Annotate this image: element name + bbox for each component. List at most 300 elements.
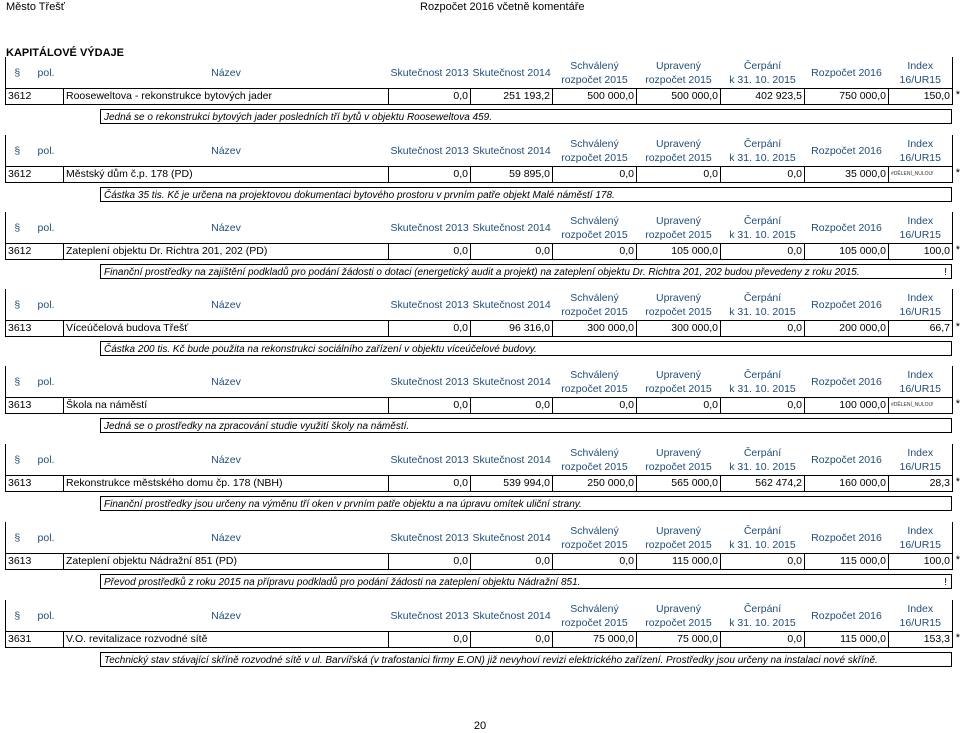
spent-value: 0,0 [721,554,805,570]
col-actual-2013-header-text: Skutečnost 2013 [390,375,469,388]
col-adjusted-header-text: Upravený [656,59,701,72]
col-section-header-text: § [14,144,21,157]
actual-2013-value: 0,0 [389,89,471,105]
col-budget-2016-header [805,57,889,89]
item-comment [100,418,952,433]
budget-table [5,366,953,414]
col-adjusted-header [637,57,721,89]
col-approved-header-text-2: rozpočet 2015 [561,382,628,395]
col-actual-2013-header [389,135,471,167]
col-index-header-text: Index [907,368,934,381]
budget-2016-value: 105 000,0 [805,244,889,260]
budget-item-block [5,366,960,432]
col-spent-header-text-2: k 31. 10. 2015 [729,228,796,241]
item-name: Rekonstrukce městského domu čp. 178 (NBH) [64,476,389,492]
budget-2016-value: 115 000,0 [805,554,889,570]
col-index-header [889,600,953,632]
table-row [6,398,953,414]
col-adjusted-header [637,212,721,244]
col-adjusted-header-text: Upravený [656,368,701,381]
table-row [6,554,953,570]
spent-value: 0,0 [721,167,805,183]
actual-2013-value: 0,0 [389,476,471,492]
adjusted-value: 105 000,0 [637,244,721,260]
row-marker: * [955,554,960,566]
col-section-header [6,522,29,554]
item-comment [100,187,952,202]
col-budget-2016-header-text: Rozpočet 2016 [811,531,882,544]
col-pol-header-text: pol. [37,66,55,79]
col-actual-2013-header-text: Skutečnost 2013 [390,144,469,157]
budget-table [5,600,953,648]
budget-item-block [5,289,960,355]
item-comment-text: Jedná se o prostředky na zpracování studie využití školy na náměstí. [104,421,410,432]
col-pol-header-text: pol. [37,221,55,234]
budget-item-block [5,600,960,666]
actual-2013-value: 0,0 [389,554,471,570]
col-spent-header-text: Čerpání [743,524,782,537]
col-section-header-text: § [14,298,21,311]
budget-2016-value: 200 000,0 [805,321,889,337]
item-name: Škola na náměstí [64,398,389,414]
adjusted-value: 300 000,0 [637,321,721,337]
row-marker: * [955,476,960,488]
col-budget-2016-header-text: Rozpočet 2016 [811,298,882,311]
col-name-header-text: Název [211,298,241,311]
row-marker: * [955,321,960,333]
col-section-header [6,212,29,244]
col-index-header [889,366,953,398]
col-section-header-text: § [14,609,21,622]
col-actual-2014-header-text: Skutečnost 2014 [472,453,551,466]
pol-code: 3612 [6,89,64,105]
index-value: #DĚLENÍ_NULOU! [889,167,953,183]
col-approved-header-text-2: rozpočet 2015 [561,73,628,86]
adjusted-value: 115 000,0 [637,554,721,570]
col-approved-header [553,444,637,476]
budget-2016-value: 115 000,0 [805,632,889,648]
col-adjusted-header [637,366,721,398]
col-name-header [64,366,389,398]
row-marker: * [955,632,960,644]
col-approved-header-text-2: rozpočet 2015 [561,305,628,318]
col-actual-2014-header [471,289,553,321]
col-pol-header-text: pol. [37,298,55,311]
col-approved-header [553,57,637,89]
col-section-header-text: § [14,221,21,234]
col-actual-2013-header [389,444,471,476]
table-row [6,89,953,105]
col-actual-2013-header [389,522,471,554]
col-pol-header [29,444,64,476]
col-adjusted-header-text: Upravený [656,291,701,304]
col-section-header [6,444,29,476]
col-adjusted-header [637,522,721,554]
col-pol-header [29,212,64,244]
item-comment [100,574,952,589]
pol-code: 3631 [6,632,64,648]
col-name-header [64,212,389,244]
col-adjusted-header-text-2: rozpočet 2015 [645,151,712,164]
col-name-header-text: Název [211,609,241,622]
budget-table [5,135,953,183]
col-approved-header-text-2: rozpočet 2015 [561,228,628,241]
col-name-header [64,444,389,476]
table-row [6,244,953,260]
actual-2014-value: 251 193,2 [471,89,553,105]
index-value: 28,3 [889,476,953,492]
col-index-header-text-2: 16/UR15 [899,228,941,241]
col-adjusted-header [637,289,721,321]
col-actual-2014-header-text: Skutečnost 2014 [472,144,551,157]
col-approved-header [553,600,637,632]
col-approved-header [553,212,637,244]
col-approved-header-text: Schválený [570,214,619,227]
pol-code: 3613 [6,554,64,570]
col-actual-2014-header [471,600,553,632]
col-index-header-text: Index [907,214,934,227]
table-row [6,632,953,648]
col-approved-header-text: Schválený [570,291,619,304]
col-pol-header-text: pol. [37,375,55,388]
col-pol-header-text: pol. [37,144,55,157]
col-spent-header [721,600,805,632]
item-name: Víceúčelová budova Třešť [64,321,389,337]
item-comment [100,109,952,124]
budget-table [5,289,953,337]
col-pol-header [29,522,64,554]
col-actual-2013-header [389,57,471,89]
col-spent-header-text: Čerpání [743,291,782,304]
item-comment-text: Převod prostředků z roku 2015 na přípravu podkladů pro podání žádosti na zateplení objektu Nádražní 851. [104,577,581,588]
adjusted-value: 75 000,0 [637,632,721,648]
budget-2016-value: 35 000,0 [805,167,889,183]
col-actual-2014-header-text: Skutečnost 2014 [472,298,551,311]
col-index-header-text-2: 16/UR15 [899,151,941,164]
budget-table [5,444,953,492]
col-name-header-text: Název [211,531,241,544]
budget-item-block [5,135,960,201]
col-budget-2016-header [805,366,889,398]
col-budget-2016-header [805,289,889,321]
index-value: 100,0 [889,244,953,260]
col-spent-header-text: Čerpání [743,59,782,72]
col-spent-header [721,366,805,398]
table-row [6,167,953,183]
approved-value: 500 000,0 [553,89,637,105]
col-name-header [64,135,389,167]
col-budget-2016-header-text: Rozpočet 2016 [811,609,882,622]
spent-value: 0,0 [721,321,805,337]
col-pol-header-text: pol. [37,531,55,544]
pol-code: 3613 [6,476,64,492]
col-index-header-text: Index [907,137,934,150]
approved-value: 250 000,0 [553,476,637,492]
col-spent-header [721,212,805,244]
comment-flag: ! [944,577,947,588]
actual-2014-value: 0,0 [471,554,553,570]
col-adjusted-header-text-2: rozpočet 2015 [645,382,712,395]
col-budget-2016-header-text: Rozpočet 2016 [811,66,882,79]
col-spent-header-text-2: k 31. 10. 2015 [729,616,796,629]
index-value: 150,0 [889,89,953,105]
actual-2014-value: 0,0 [471,632,553,648]
page-number: 20 [473,720,487,732]
col-actual-2013-header-text: Skutečnost 2013 [390,531,469,544]
col-adjusted-header-text: Upravený [656,524,701,537]
actual-2014-value: 96 316,0 [471,321,553,337]
actual-2014-value: 539 994,0 [471,476,553,492]
col-approved-header [553,135,637,167]
item-comment-text: Částka 35 tis. Kč je určena na projektovou dokumentaci bytového prostoru v prvním patře objekt Malé náměstí 178. [104,190,615,201]
item-comment [100,264,952,279]
col-adjusted-header [637,444,721,476]
col-index-header-text: Index [907,59,934,72]
col-budget-2016-header-text: Rozpočet 2016 [811,221,882,234]
item-name: V.O. revitalizace rozvodné sítě [64,632,389,648]
col-adjusted-header-text: Upravený [656,137,701,150]
col-index-header-text: Index [907,291,934,304]
col-section-header [6,135,29,167]
item-comment-text: Finanční prostředky jsou určeny na výměnu tří oken v prvním patře objektu a na úpravu omítek uliční strany. [104,499,582,510]
col-adjusted-header [637,600,721,632]
col-pol-header-text: pol. [37,609,55,622]
col-approved-header-text-2: rozpočet 2015 [561,616,628,629]
col-section-header [6,600,29,632]
col-index-header-text: Index [907,446,934,459]
col-spent-header-text: Čerpání [743,137,782,150]
col-pol-header [29,57,64,89]
col-spent-header [721,135,805,167]
adjusted-value: 565 000,0 [637,476,721,492]
col-adjusted-header-text: Upravený [656,602,701,615]
section-title: KAPITÁLOVÉ VÝDAJE [6,47,124,59]
col-name-header-text: Název [211,453,241,466]
item-comment [100,341,952,356]
col-actual-2014-header-text: Skutečnost 2014 [472,609,551,622]
col-index-header-text-2: 16/UR15 [899,73,941,86]
budget-table [5,212,953,260]
col-spent-header-text-2: k 31. 10. 2015 [729,538,796,551]
col-spent-header-text: Čerpání [743,214,782,227]
spent-value: 0,0 [721,632,805,648]
index-value: #DĚLENÍ_NULOU! [889,398,953,414]
col-name-header [64,289,389,321]
spent-value: 0,0 [721,398,805,414]
col-spent-header-text-2: k 31. 10. 2015 [729,73,796,86]
col-adjusted-header-text-2: rozpočet 2015 [645,305,712,318]
col-actual-2013-header-text: Skutečnost 2013 [390,66,469,79]
col-adjusted-header-text-2: rozpočet 2015 [645,228,712,241]
col-actual-2014-header-text: Skutečnost 2014 [472,531,551,544]
col-actual-2013-header-text: Skutečnost 2013 [390,298,469,311]
approved-value: 75 000,0 [553,632,637,648]
col-approved-header-text: Schválený [570,446,619,459]
col-adjusted-header-text-2: rozpočet 2015 [645,73,712,86]
col-spent-header [721,57,805,89]
row-marker: * [955,244,960,256]
col-approved-header-text: Schválený [570,137,619,150]
budget-item-block [5,444,960,510]
col-actual-2013-header-text: Skutečnost 2013 [390,221,469,234]
col-index-header [889,289,953,321]
col-approved-header [553,522,637,554]
col-name-header-text: Název [211,221,241,234]
col-name-header [64,57,389,89]
col-index-header [889,444,953,476]
col-index-header [889,212,953,244]
col-index-header-text-2: 16/UR15 [899,616,941,629]
col-approved-header-text: Schválený [570,368,619,381]
col-index-header-text-2: 16/UR15 [899,382,941,395]
col-actual-2014-header-text: Skutečnost 2014 [472,375,551,388]
budget-table [5,57,953,105]
col-approved-header-text-2: rozpočet 2015 [561,460,628,473]
spent-value: 402 923,5 [721,89,805,105]
col-budget-2016-header [805,600,889,632]
col-actual-2013-header-text: Skutečnost 2013 [390,453,469,466]
col-name-header [64,600,389,632]
col-section-header-text: § [14,375,21,388]
col-section-header [6,289,29,321]
item-name: Zateplení objektu Nádražní 851 (PD) [64,554,389,570]
col-actual-2014-header [471,444,553,476]
col-index-header [889,135,953,167]
col-actual-2014-header [471,366,553,398]
pol-code: 3612 [6,167,64,183]
col-actual-2014-header-text: Skutečnost 2014 [472,221,551,234]
col-budget-2016-header [805,135,889,167]
col-spent-header-text-2: k 31. 10. 2015 [729,151,796,164]
col-pol-header [29,600,64,632]
col-name-header-text: Název [211,144,241,157]
col-index-header [889,57,953,89]
col-pol-header [29,289,64,321]
col-adjusted-header-text-2: rozpočet 2015 [645,616,712,629]
col-budget-2016-header [805,212,889,244]
col-spent-header-text-2: k 31. 10. 2015 [729,382,796,395]
col-adjusted-header-text-2: rozpočet 2015 [645,538,712,551]
col-approved-header [553,366,637,398]
col-section-header [6,366,29,398]
col-adjusted-header-text: Upravený [656,214,701,227]
col-name-header-text: Název [211,375,241,388]
col-approved-header-text-2: rozpočet 2015 [561,538,628,551]
item-comment [100,496,952,511]
adjusted-value: 0,0 [637,398,721,414]
budget-2016-value: 160 000,0 [805,476,889,492]
col-index-header-text: Index [907,602,934,615]
table-row [6,321,953,337]
header-center: Rozpočet 2016 včetně komentáře [420,1,585,13]
col-index-header-text-2: 16/UR15 [899,305,941,318]
spent-value: 562 474,2 [721,476,805,492]
pol-code: 3613 [6,398,64,414]
col-name-header-text: Název [211,66,241,79]
approved-value: 0,0 [553,554,637,570]
col-budget-2016-header-text: Rozpočet 2016 [811,453,882,466]
col-approved-header [553,289,637,321]
col-spent-header-text: Čerpání [743,602,782,615]
col-spent-header-text-2: k 31. 10. 2015 [729,460,796,473]
col-pol-header [29,366,64,398]
pol-code: 3613 [6,321,64,337]
header-left: Město Třešť [6,1,65,13]
row-marker: * [955,398,960,410]
index-value: 100,0 [889,554,953,570]
col-spent-header-text-2: k 31. 10. 2015 [729,305,796,318]
col-approved-header-text: Schválený [570,524,619,537]
approved-value: 0,0 [553,244,637,260]
col-approved-header-text: Schválený [570,602,619,615]
actual-2014-value: 0,0 [471,398,553,414]
col-index-header-text-2: 16/UR15 [899,460,941,473]
col-adjusted-header-text: Upravený [656,446,701,459]
spent-value: 0,0 [721,244,805,260]
item-name: Městský dům č.p. 178 (PD) [64,167,389,183]
col-actual-2014-header [471,212,553,244]
col-index-header [889,522,953,554]
col-adjusted-header [637,135,721,167]
adjusted-value: 500 000,0 [637,89,721,105]
col-actual-2014-header-text: Skutečnost 2014 [472,66,551,79]
col-pol-header [29,135,64,167]
col-section-header-text: § [14,531,21,544]
approved-value: 0,0 [553,167,637,183]
col-pol-header-text: pol. [37,453,55,466]
col-spent-header [721,444,805,476]
actual-2013-value: 0,0 [389,321,471,337]
item-comment-text: Jedná se o rekonstrukci bytových jader posledních tří bytů v objektu Rooseweltova 459. [104,112,492,123]
budget-item-block [5,57,960,123]
col-actual-2014-header [471,135,553,167]
col-actual-2013-header [389,289,471,321]
col-section-header-text: § [14,66,21,79]
item-comment-text: Finanční prostředky na zajištění podkladů pro podání žádosti o dotaci (energetický audit a projekt) na zateplení objektu Dr. Richtra 201, 202 budou převedeny z roku 2015. [104,267,860,278]
col-spent-header [721,522,805,554]
index-value: 153,3 [889,632,953,648]
approved-value: 300 000,0 [553,321,637,337]
col-actual-2013-header [389,366,471,398]
col-section-header-text: § [14,453,21,466]
col-budget-2016-header-text: Rozpočet 2016 [811,375,882,388]
page-header [0,0,960,15]
actual-2014-value: 0,0 [471,244,553,260]
col-approved-header-text-2: rozpočet 2015 [561,151,628,164]
col-approved-header-text: Schválený [570,59,619,72]
actual-2014-value: 59 895,0 [471,167,553,183]
comment-flag: ! [944,267,947,278]
col-spent-header-text: Čerpání [743,368,782,381]
col-index-header-text-2: 16/UR15 [899,538,941,551]
actual-2013-value: 0,0 [389,167,471,183]
row-marker: * [955,167,960,179]
col-name-header [64,522,389,554]
col-actual-2013-header-text: Skutečnost 2013 [390,609,469,622]
adjusted-value: 0,0 [637,167,721,183]
pol-code: 3612 [6,244,64,260]
budget-2016-value: 750 000,0 [805,89,889,105]
col-actual-2014-header [471,522,553,554]
item-comment-text: Částka 200 tis. Kč bude použita na rekonstrukci sociálního zařízení v objektu víceúčelové budovy. [104,344,537,355]
col-index-header-text: Index [907,524,934,537]
item-comment-text: Technický stav stávající skříně rozvodné sítě v ul. Barvířská (v trafostanici firmy E.ON) již nevyhoví revizi elektrického zařízení. Prostředky jsou určeny na instalaci nové skříně. [104,655,878,666]
item-comment [100,652,952,667]
col-actual-2013-header [389,600,471,632]
col-actual-2014-header [471,57,553,89]
col-spent-header-text: Čerpání [743,446,782,459]
col-budget-2016-header-text: Rozpočet 2016 [811,144,882,157]
